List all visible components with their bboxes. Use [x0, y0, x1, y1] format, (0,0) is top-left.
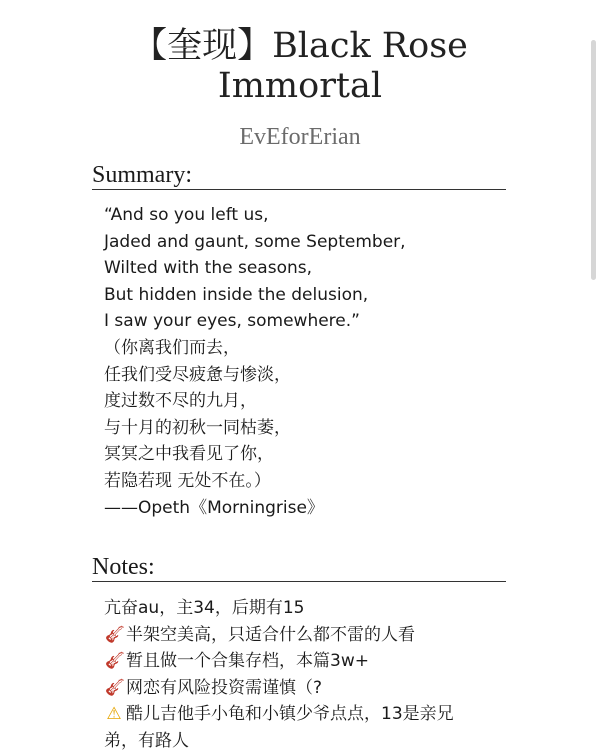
guitar-icon: 🎸︎ [104, 677, 126, 698]
notes-heading: Notes: [92, 553, 506, 582]
summary-heading: Summary: [92, 161, 506, 190]
work-title [100, 26, 500, 106]
work-title-line2: Immortal [217, 66, 383, 106]
summary-line: 若隐若现 无处不在。） [104, 470, 271, 491]
notes-line-text: 酷儿吉他手小龟和小镇少爷点点，13是亲兄 [126, 704, 454, 725]
notes-line-text: 暂且做一个合集存档，本篇3w+ [126, 651, 369, 672]
warning-icon: ⚠ [106, 704, 122, 725]
notes-line: 亢奋au，主34，后期有15 [104, 598, 305, 618]
notes-line [104, 675, 504, 702]
summary-text [104, 202, 504, 521]
notes-line: 弟，有路人 [104, 730, 189, 751]
notes-line [104, 701, 504, 728]
summary-line: Wilted with the seasons, [104, 258, 313, 279]
summary-line: Jaded and gaunt, some September, [104, 231, 406, 252]
notes-text [104, 595, 504, 755]
summary-line: I saw your eyes, somewhere.” [104, 311, 360, 332]
summary-line: （你离我们而去， [104, 337, 240, 358]
notes-line-text: 网恋有风险投资需谨慎（? [126, 677, 323, 698]
summary-line: “And so you left us, [104, 205, 269, 225]
summary-line: 冥冥之中我看见了你， [104, 444, 274, 465]
author-link[interactable]: EvEforErian [239, 124, 361, 150]
guitar-icon: 🎸︎ [104, 651, 126, 672]
summary-line: 与十月的初秋一同枯萎， [104, 417, 291, 438]
summary-line: 度过数不尽的九月， [104, 391, 257, 412]
summary-line: But hidden inside the delusion, [104, 284, 369, 305]
summary-line: 任我们受尽疲惫与惨淡， [104, 364, 291, 385]
notes-line [104, 648, 504, 675]
notes-line-text: 半架空美高，只适合什么都不雷的人看 [126, 624, 415, 645]
notes-line [104, 622, 504, 649]
work-title-line1: 【奎现】Black Rose [132, 26, 468, 66]
summary-line: ——Opeth《Morningrise》 [104, 497, 324, 518]
scrollbar[interactable] [591, 40, 596, 280]
guitar-icon: 🎸︎ [104, 624, 126, 645]
